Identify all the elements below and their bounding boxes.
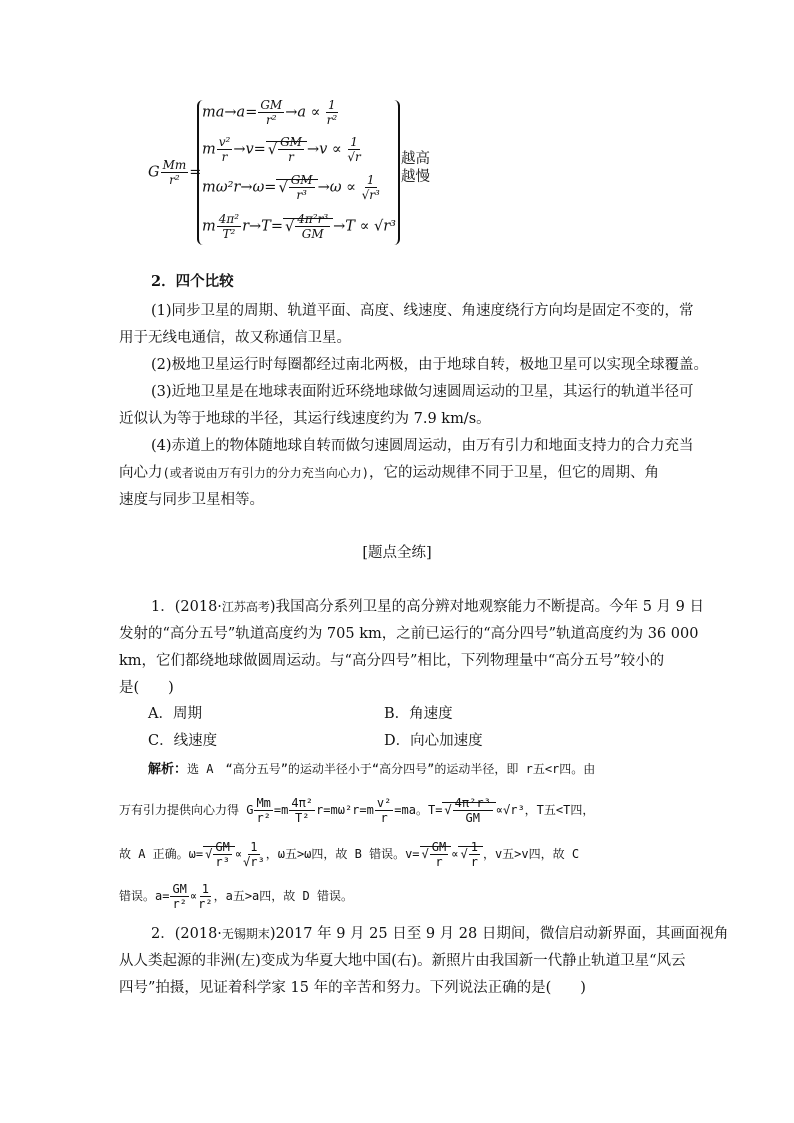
a3-pre: 故 A 正确。ω= [119,847,204,861]
formula-block [140,90,460,250]
row1-den1: r² [266,113,277,127]
formula-row-3: mω²r→ω= √ $\frac{GM}{\text{r³}}$ →ω ∝ $\frac{1}{\text{√r³}}$ [202,173,380,202]
analysis-text-1: 选 A “高分五号”的运动半径小于“高分四号”的运动半径，即 r五<r四。由 [187,762,596,776]
section2-p1b: 用于无线电通信，故又称通信卫星。 [119,330,351,346]
a2-m2: r=mω²r=m [316,803,374,817]
row4-a: m [202,218,216,235]
row1-a: ma→a= [202,104,258,121]
row2-den0: r [221,150,228,164]
analysis-line2: 万有引力提供向心力得 G $\frac{Mm}{\text{r²}}$ =m $\frac{\text{4π²}}{\text{T²}}$ r=mω²r=m $\frac{\text{v²}}{r}$ =ma。T= √ $\frac{\text{4π²r³}}{GM}$ ∝√r³，T五<T四， [119,796,595,825]
row4-num0: 4π² [218,212,240,226]
analysis-label: 解析： [148,762,188,777]
a2-m1: =m [273,803,289,817]
a4-m2: ，a五>a四，故 D 错误。 [213,889,353,903]
row4-sqrt-num: 4π²r³ [297,212,329,226]
a3-m4: ，v五>v四，故 C [482,847,580,861]
a4-pre: 错误。a= [119,889,170,903]
a4-f1n: GM [172,882,187,896]
q1-line3: km，它们都绕地球做圆周运动。与“高分四号”相比，下列物理量中“高分五号”较小的 [119,653,665,669]
q1-src-pre: (2018· [174,599,222,615]
row2-c: →v ∝ [306,141,342,158]
section2-p4b [119,460,659,487]
p4b-pre: 向心力 [119,465,163,481]
row3-sqrt-den: r³ [296,188,307,202]
a2-f3n: v² [376,796,392,810]
formula-lhs-g: G [148,164,160,181]
section2-p3a: (3)近地卫星是在地球表面附近环绕地球做匀速圆周运动的卫星，其运行的轨道半径可 [151,384,694,400]
q1-line1 [151,594,704,621]
a3-m1: ∝ [234,847,243,861]
row2-sqrt-den: r [288,150,294,164]
row4-tail: √r³ [374,218,396,235]
analysis-line4 [119,876,353,916]
section2-p1a: (1)同步卫星的周期、轨道平面、高度、线速度、角速度绕行方向均是固定不变的，常 [151,303,694,319]
a3-m3: ∝ [451,847,459,861]
formula-right-label [401,150,430,186]
row4-b: r→T= [242,218,283,235]
p4b-note: (或者说由万有引力的分力充当向心力) [162,466,369,480]
q2-src-note: 无锡期末 [221,927,270,941]
a3-sqn3: 1 [470,840,478,854]
row1-den2: r² [326,113,338,127]
a3-sqd: r³ [215,855,230,869]
a3-f1n: 1 [250,840,258,854]
row3-a: mω²r→ω= [202,179,277,196]
row2-a: m [202,141,216,158]
row2-sqrt-num: GM [280,135,302,149]
row1-b: →a ∝ [285,104,321,121]
row3-num2: 1 [366,173,375,187]
p4b-post: ，它的运动规律不同于卫星，但它的周期、角 [368,465,659,481]
a2-m3: =ma。T= [394,803,443,817]
a3-sqd2: r [435,855,443,869]
q1-line2: 发射的“高分五号”轨道高度约为 705 km，之前已运行的“高分四号”轨道高度约为 36 000 [119,626,699,642]
a4-f2n: 1 [201,882,209,896]
q1-text-1: 我国高分系列卫星的高分辨对地观察能力不断提高。今年 5 月 9 日 [275,599,704,615]
q1-src-note: 江苏高考 [221,600,270,614]
a4-f1d: r² [172,897,187,911]
row4-den0: T² [222,227,236,241]
analysis-line1 [148,756,595,783]
q1-option-d[interactable]: D．向心加速度 [384,733,483,749]
formula-row-2: m $\frac{\text{v²}}{r}$ →v= √ $\frac{GM}{r}$ →v ∝ $\frac{1}{√r}$ [202,135,361,164]
a3-sqn: GM [215,840,230,854]
a2-m4: ∝√r³，T五<T四， [495,803,595,817]
row4-sqrt-den: GM [301,227,324,241]
row3-den2: √r³ [361,188,380,202]
label-slower: 越慢 [401,169,430,185]
formula-lhs-den: r² [169,173,180,187]
section2-p3b: 近似认为等于地球的半径，其运行线速度约为 7.9 km/s。 [119,411,491,427]
q1-src-post: ) [269,599,276,615]
row1-num2: 1 [328,98,336,112]
row2-den2: √r [347,150,361,164]
a2-f3d: r [380,811,388,825]
row2-num0: v² [218,135,231,149]
a3-sqn2: GM [431,840,447,854]
a4-m1: ∝ [189,889,198,903]
row2-num2: 1 [350,135,358,149]
q2-line1 [151,921,728,948]
a2-pre: 万有引力提供向心力得 G [119,803,254,817]
q2-src-pre: (2018· [174,926,222,942]
formula-row-4: m $\frac{\text{4π²}}{\text{T²}}$ r→T= √ $\frac{\text{4π²r³}}{GM}$ →T ∝ √r³ [202,212,396,241]
practice-title: [题点全练] [362,545,432,561]
a2-f1n: Mm [256,796,271,810]
row2-b: →v= [233,141,266,158]
formula-lhs [148,158,201,187]
q2-line2: 从人类起源的非洲(左)变成为华夏大地中国(右)。新照片由我国新一代静止轨道卫星“风云 [119,953,686,969]
label-higher: 越高 [401,151,430,167]
formula-eq: = [189,164,202,181]
a3-sqd3: r [470,855,478,869]
right-brace [392,100,400,245]
q1-option-a[interactable]: A．周期 [148,706,202,722]
section2-p4a: (4)赤道上的物体随地球自转而做匀速圆周运动，由万有引力和地面支持力的合力充当 [151,438,694,454]
q1-option-b[interactable]: B．角速度 [384,706,453,722]
q2-src-post: ) [269,926,276,942]
a4-f2d: r² [198,897,213,911]
a2-f1d: r² [256,811,271,825]
a2-sqd: GM [465,811,480,825]
q2-text-1: 2017 年 9 月 25 日至 9 月 28 日期间，微信启动新界面，其画面视角 [275,926,729,942]
section2-p4c: 速度与同步卫星相等。 [119,492,264,508]
section2-heading: 2．四个比较 [151,273,234,290]
q1-number: 1． [151,599,175,615]
row4-c: →T ∝ [333,218,370,235]
row3-c: →ω ∝ [317,179,356,196]
a3-f1d: √r³ [243,855,265,869]
a3-m2: ，ω五>ω四，故 B 错误。v= [265,847,420,861]
row1-num1: GM [260,98,283,112]
q1-line4: 是( ) [119,680,174,696]
a2-f2n: 4π² [291,796,314,810]
row3-sqrt-num: GM [290,173,313,187]
q2-line3: 四号”拍摄，见证着科学家 15 年的辛苦和努力。下列说法正确的是( ) [119,980,586,996]
q2-number: 2． [151,926,175,942]
analysis-line3: 故 A 正确。ω= √ $\frac{GM}{\text{r³}}$ ∝ $\frac{1}{\text{√r³}}$ ，ω五>ω四，故 B 错误。v= √ $\frac{GM}{r}$ ∝ √ $\frac{1}{r}$ ，v五>v四，故 C [119,840,580,869]
a2-sqn: 4π²r³ [454,796,491,810]
formula-row-1 [202,98,339,127]
a2-f2d: T² [294,811,310,825]
section2-p2: (2)极地卫星运行时每圈都经过南北两极，由于地球自转，极地卫星可以实现全球覆盖。 [151,357,709,373]
q1-option-c[interactable]: C．线速度 [148,733,218,749]
formula-lhs-num: Mm [162,158,187,172]
